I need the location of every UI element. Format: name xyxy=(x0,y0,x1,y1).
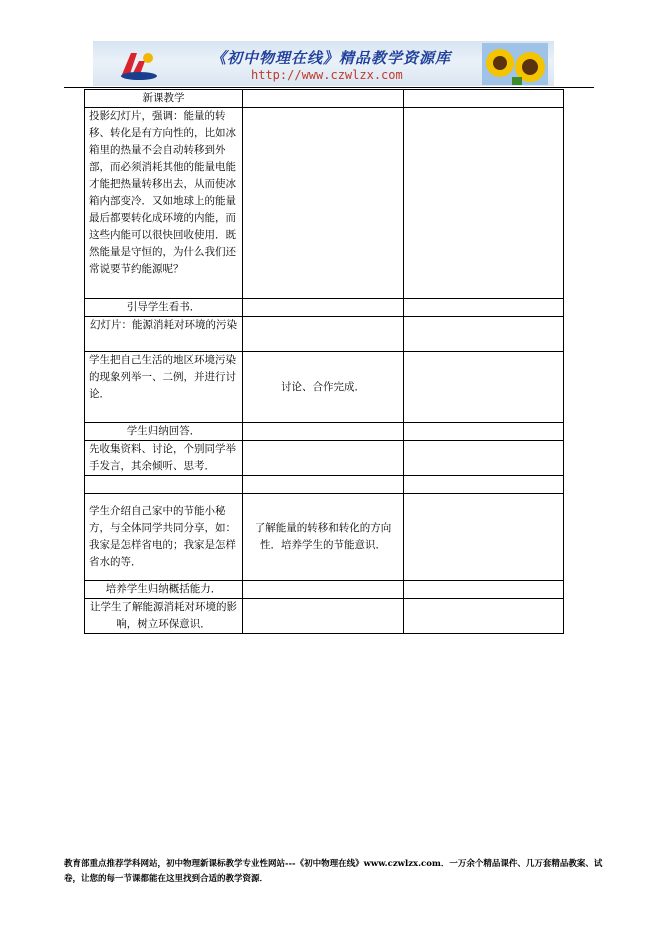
table-cell xyxy=(404,317,564,352)
table-cell: 学生介绍自己家中的节能小秘方，与全体同学共同分享，如：我家是怎样省电的；我家是怎样省水的等． xyxy=(85,494,243,581)
lesson-table xyxy=(84,89,564,634)
table-cell xyxy=(243,90,404,108)
table-cell xyxy=(243,599,404,634)
table-row xyxy=(85,423,564,441)
table-cell xyxy=(243,476,404,494)
table-row xyxy=(85,441,564,476)
header-banner xyxy=(93,41,554,86)
table-cell xyxy=(404,299,564,317)
table-cell: 先收集资料、讨论，个别同学举手发言，其余倾听、思考． xyxy=(85,441,243,476)
table-row xyxy=(85,581,564,599)
table-cell xyxy=(243,423,404,441)
table-cell xyxy=(243,317,404,352)
table-row xyxy=(85,476,564,494)
table-row xyxy=(85,90,564,108)
table-row xyxy=(85,299,564,317)
table-cell: 引导学生看书． xyxy=(85,299,243,317)
header-divider xyxy=(64,87,594,88)
table-cell xyxy=(404,352,564,423)
table-cell xyxy=(243,581,404,599)
table-cell xyxy=(243,441,404,476)
table-cell: 投影幻灯片，强调：能量的转移、转化是有方向性的，比如冰箱里的热量不会自动转移到外部，而必须消耗其他的能量电能才能把热量转移出去，从而使冰箱内部变冷．又如地球上的能量最后都要转化成环境的内能，而这些内能可以很快回收使用．既然能量是守恒的，为什么我们还常说要节约能源呢？ xyxy=(85,108,243,299)
table-cell xyxy=(85,476,243,494)
table-cell: 了解能量的转移和转化的方向性．培养学生的节能意识． xyxy=(243,494,404,581)
table-cell: 讨论、合作完成． xyxy=(243,352,404,423)
table-cell: 学生归纳回答． xyxy=(85,423,243,441)
table-cell xyxy=(404,108,564,299)
table-cell xyxy=(243,108,404,299)
table-cell: 让学生了解能源消耗对环境的影响，树立环保意识． xyxy=(85,599,243,634)
table-cell xyxy=(404,441,564,476)
table-cell xyxy=(243,299,404,317)
table-cell: 新课教学 xyxy=(85,90,243,108)
table-cell xyxy=(404,599,564,634)
table-cell: 培养学生归纳概括能力． xyxy=(85,581,243,599)
table-row xyxy=(85,599,564,634)
table-cell xyxy=(404,90,564,108)
table-cell xyxy=(404,581,564,599)
page-footer: 教育部重点推荐学科网站，初中物理新课标教学专业性网站---《初中物理在线》www.czwlzx.com．一万余个精品课件、几万套精品教案、试卷，让您的每一节课都能在这里找到合适的教学资源． xyxy=(64,859,603,884)
sunflower-icon xyxy=(482,43,548,85)
table-cell xyxy=(404,476,564,494)
site-title: 《初中物理在线》精品教学资源库 xyxy=(211,49,452,67)
table-cell xyxy=(404,423,564,441)
site-logo-icon xyxy=(117,47,157,81)
table-row xyxy=(85,352,564,423)
site-url[interactable]: http://www.czwlzx.com xyxy=(251,68,403,82)
table-cell: 幻灯片：能源消耗对环境的污染 xyxy=(85,317,243,352)
table-row xyxy=(85,317,564,352)
table-row xyxy=(85,494,564,581)
table-cell: 学生把自己生活的地区环境污染的现象列举一、二例，并进行讨论． xyxy=(85,352,243,423)
table-cell xyxy=(404,494,564,581)
table-row xyxy=(85,108,564,299)
